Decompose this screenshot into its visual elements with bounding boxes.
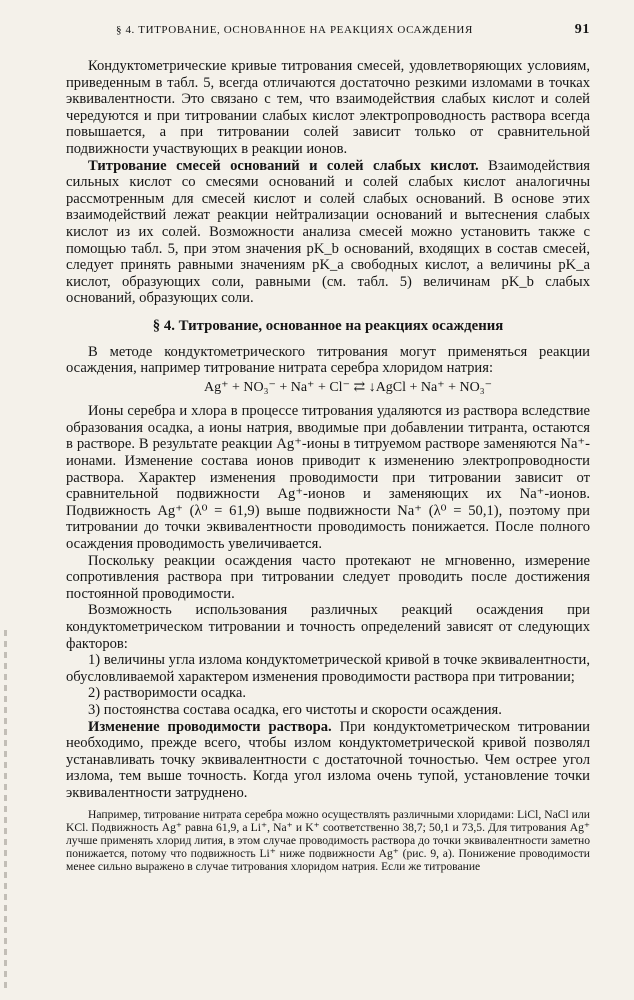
running-header: [66, 22, 590, 42]
run-in-heading-conductivity: Изменение проводимости раствора.: [88, 718, 332, 735]
note-paragraph: Например, титрование нитрата серебра можно осуществлять различными хлоридами: LiCl, NaCl или KCl. Подвижность Ag⁺ равна 61,9, а Li⁺, Na⁺ и K⁺ соответственно 38,7; 50,1 и 73,5. Для титрования Ag⁺ лучше применять хлорид лития, в этом случае проводимость раствора до точки эквивалентности заметно понижается, потому что подвижность Li⁺ ниже подвижности Ag⁺ (рис. 9, а). Понижение проводимости менее сильно выражено в случае титрования хлоридом натрия. Если же титрование: [66, 807, 590, 874]
reaction-equation: Ag⁺ + NO₃⁻ + Na⁺ + Cl⁻ ⇄ ↓AgCl + Na⁺ + NO₃⁻: [203, 379, 493, 395]
scan-margin-mark: [4, 630, 7, 990]
small-print-note: [66, 808, 590, 874]
section-heading: § 4. Титрование, основанное на реакциях осаждения: [152, 317, 504, 334]
paragraph-base-salt-mixtures: [66, 158, 590, 307]
book-page: [66, 22, 590, 874]
paragraph-conductivity-change: [66, 719, 590, 802]
paragraph-conductometric-curves: Кондуктометрические кривые титрования смесей, удовлетворяющих условиям, приведенным в табл. 5, всегда отличаются достаточно резкими изломами в точках эквивалентности. Это связано с тем, что взаимодействия слабых кислот и солей чередуются и при титровании слабых кислот электропроводность раствора всегда повышается, а при титровании солей зависит только от сравнительной подвижности участвующих в реакции ионов.: [66, 58, 590, 157]
paragraph-conductivity-text: При кондуктометрическом титровании необходимо, прежде всего, чтобы излом кондуктометрической кривой позволял устанавливать точку эквивалентности с достаточной точностью. Чем острее угол излома, тем выше точность. Когда угол излома очень тупой, установление точки эквивалентности затруднено.: [66, 718, 590, 801]
factor-list-item: 2) растворимости осадка.: [88, 685, 247, 702]
running-header-title: § 4. ТИТРОВАНИЕ, ОСНОВАННОЕ НА РЕАКЦИЯХ ОСАЖДЕНИЯ: [116, 24, 473, 36]
paragraph-ion-replacement: Ионы серебра и хлора в процессе титрования удаляются из раствора вследствие образования осадка, а ионы натрия, вводимые при добавлении титранта, остаются в растворе. В результате реакции Ag⁺-ионы в титруемом растворе заменяются Na⁺-ионами. Изменение состава ионов приводит к изменению электропроводности раствора. Характер изменения проводимости при титровании зависит от сравнительной подвижности Ag⁺-ионов и заменяющих их Na⁺-ионов. Подвижность Ag⁺ (λ⁰ = 61,9) выше подвижности Na⁺ (λ⁰ = 50,1), поэтому при титровании до точки эквивалентности проводимость понижается. После полного осаждения проводимость увеличивается.: [66, 403, 590, 553]
main-text: [66, 58, 590, 802]
paragraph-factors-intro: Возможность использования различных реакций осаждения при кондуктометрическом титровании и точность определений зависят от следующих факторов:: [66, 602, 590, 652]
paragraph-base-salt-text: Взаимодействия сильных кислот со смесями оснований и солей слабых кислот аналогичны рассмотренным для смесей кислот и солей слабых оснований. В основе этих взаимодействий лежат реакции нейтрализации оснований и вытеснения слабых кислот из их солей. Возможности анализа смесей можно установить также с помощью табл. 5, при этом значения pK_b оснований, входящих в состав смесей, следует принять равными значениям pK_a свободных кислот, а величины pK_a кислот, образующих соли, равными (см. табл. 5) величинам pK_b слабых оснований, образующих соли.: [66, 157, 590, 307]
run-in-heading-base-salt: Титрование смесей оснований и солей слабых кислот.: [88, 157, 479, 174]
page-number: 91: [574, 22, 590, 37]
factor-list-item: 3) постоянства состава осадка, его чистоты и скорости осаждения.: [88, 701, 502, 718]
factor-list-item: 1) величины угла излома кондуктометрической кривой в точке эквивалентности, обусловливаемой характером изменения проводимости раствора при титровании;: [66, 652, 590, 685]
paragraph-precipitation-method: В методе кондуктометрического титрования могут применяться реакции осаждения, например титрование нитрата серебра хлоридом натрия:: [66, 343, 590, 377]
paragraph-measurement-timing: Поскольку реакции осаждения часто протекают не мгновенно, измерение сопротивления раствора при титровании следует проводить после достижения постоянной проводимости.: [66, 552, 590, 602]
